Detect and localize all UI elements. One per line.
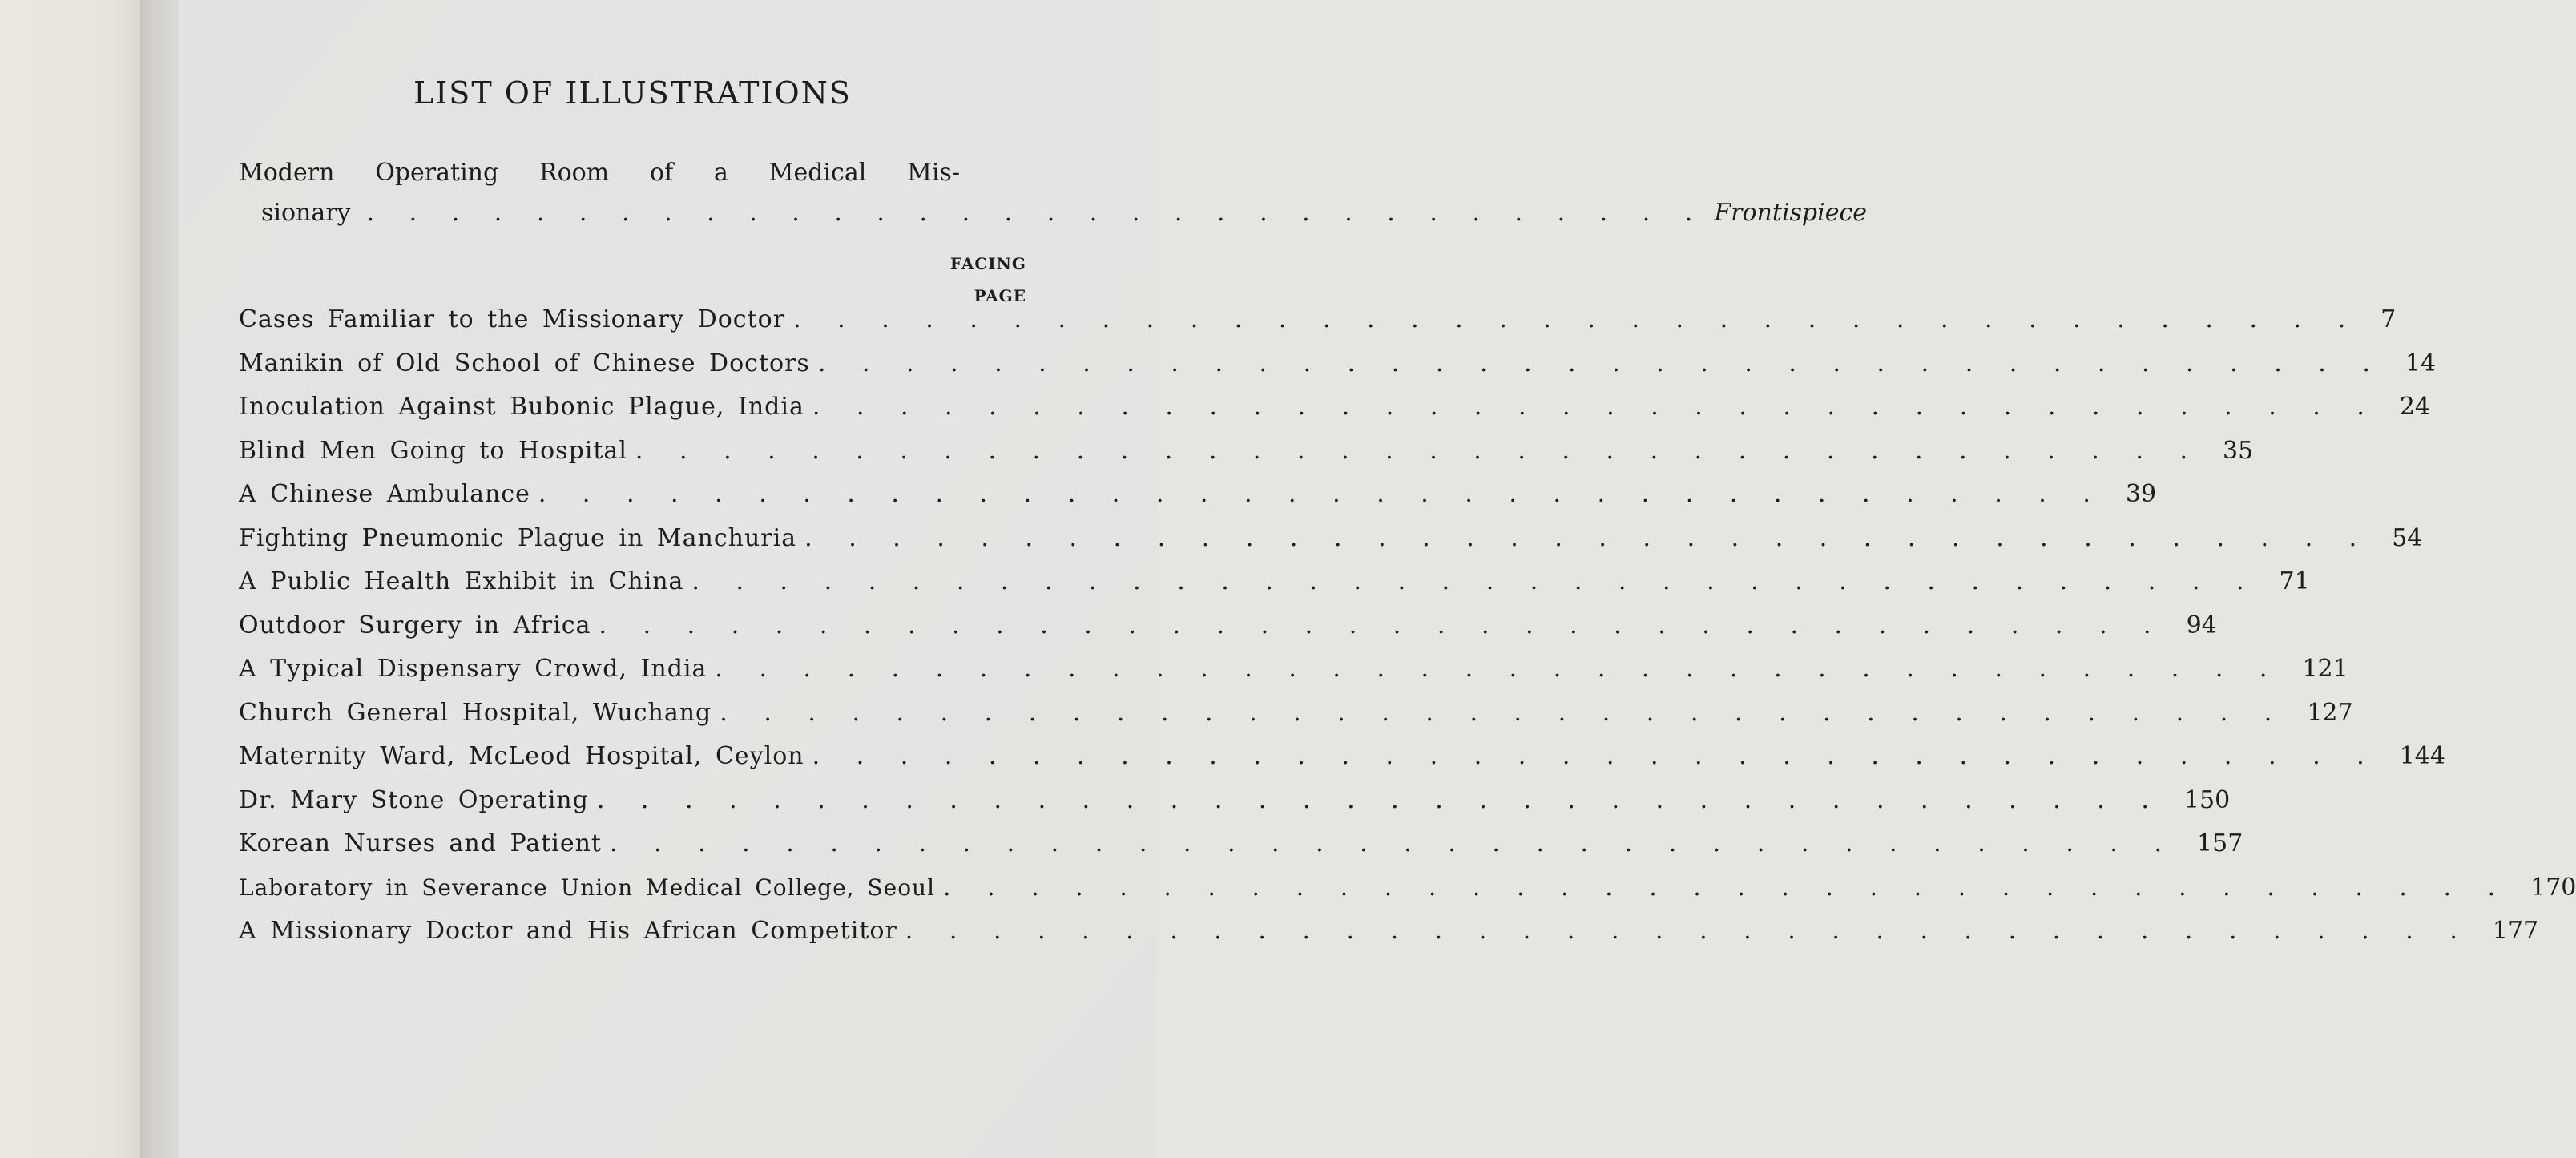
frontispiece-word: Medical bbox=[768, 159, 867, 187]
list-item bbox=[239, 349, 2437, 393]
list-item bbox=[239, 873, 2576, 918]
illustration-title: A Typical Dispensary Crowd, India bbox=[239, 655, 707, 683]
illustration-page-number: 170 bbox=[2530, 873, 2576, 902]
list-item bbox=[239, 785, 2231, 830]
illustration-page-number: 7 bbox=[2380, 305, 2397, 333]
list-item bbox=[239, 393, 2431, 437]
dot-leader: . . . . . . . . . . . . . . . . . . . . . . . . . . . . . . . . . . . . bbox=[609, 829, 2177, 857]
frontispiece-word: Operating bbox=[375, 159, 499, 187]
illustration-title: Blind Men Going to Hospital bbox=[239, 436, 627, 465]
illustration-title: Korean Nurses and Patient bbox=[239, 829, 602, 857]
illustration-page-number: 24 bbox=[2399, 393, 2431, 421]
list-item bbox=[239, 305, 2397, 349]
dot-leader: . . . . . . . . . . . . . . . . . . . . . . . . . . . . . . . . . . . . bbox=[793, 305, 2360, 333]
illustration-title: Manikin of Old School of Chinese Doctors bbox=[239, 349, 810, 377]
list-item bbox=[239, 698, 2353, 743]
illustration-page-number: 157 bbox=[2197, 829, 2243, 857]
book-gutter bbox=[140, 0, 179, 1158]
illustration-list bbox=[239, 305, 2576, 961]
frontispiece-title-continuation: sionary bbox=[261, 199, 351, 227]
dot-leader: . . . . . . . . . . . . . . . . . . . . . . . . . . . . . . . . . . . . bbox=[635, 436, 2202, 465]
illustration-page-number: 121 bbox=[2302, 655, 2348, 683]
dot-leader: . . . . . . . . . . . . . . . . . . . . . . . . . . . . . . . . . . . . bbox=[943, 873, 2510, 902]
illustration-page-number: 127 bbox=[2307, 698, 2353, 727]
illustration-title: Cases Familiar to the Missionary Doctor bbox=[239, 305, 786, 333]
frontispiece-word: a bbox=[714, 159, 728, 187]
frontispiece-title-line-1 bbox=[239, 159, 960, 187]
illustration-page-number: 150 bbox=[2183, 785, 2231, 814]
dot-leader: . . . . . . . . . . . . . . . . . . . . . . . . . . . . . . . . . . . . bbox=[817, 349, 2385, 377]
column-header-line-2: PAGE bbox=[974, 286, 1026, 305]
frontispiece-page-label: Frontispiece bbox=[1714, 199, 1868, 227]
illustration-title: A Chinese Ambulance bbox=[239, 480, 530, 508]
column-header-line-1: FACING bbox=[949, 254, 1026, 273]
frontispiece-word: Modern bbox=[239, 159, 335, 187]
list-item bbox=[239, 742, 2445, 786]
dot-leader: . . . . . . . . . . . . . . . . . . . . . . . . . . . . . . . . . . . . bbox=[715, 655, 2282, 683]
dot-leader: . . . . . . . . . . . . . . . . . . . . . . . . . . . . . . . . . . . . bbox=[812, 742, 2379, 770]
page-title-text: LIST OF ILLUSTRATIONS bbox=[413, 75, 852, 111]
list-item bbox=[239, 567, 2310, 611]
dot-leader: . . . . . . . . . . . . . . . . . . . . . . . . . . . . . . . . . . . . bbox=[804, 523, 2372, 552]
illustration-title: A Missionary Doctor and His African Competitor bbox=[239, 917, 897, 945]
illustration-page-number: 14 bbox=[2405, 349, 2437, 377]
dot-leader: . . . . . . . . . . . . . . . . . . . . . . . . . . . . . . . . . . . . bbox=[599, 611, 2166, 640]
list-item bbox=[239, 436, 2254, 481]
list-item bbox=[239, 829, 2243, 874]
illustration-page-number: 177 bbox=[2492, 917, 2539, 945]
list-item bbox=[239, 655, 2348, 699]
dot-leader: . . . . . . . . . . . . . . . . . . . . . . . . . . . . . . . . . . . . bbox=[538, 480, 2105, 508]
illustration-page-number: 94 bbox=[2186, 611, 2217, 640]
illustration-page-number: 71 bbox=[2279, 567, 2310, 595]
illustration-title: Outdoor Surgery in Africa bbox=[239, 611, 591, 640]
illustration-page-number: 54 bbox=[2392, 523, 2423, 552]
illustration-title: Laboratory in Severance Union Medical College, Seoul bbox=[239, 874, 936, 901]
dot-leader: . . . . . . . . . . . . . . . . . . . . . . . . . . . . . . . . . . . . bbox=[905, 917, 2472, 945]
facing-left-page bbox=[0, 0, 140, 1158]
illustration-title: Dr. Mary Stone Operating bbox=[239, 785, 589, 814]
dot-leader: . . . . . . . . . . . . . . . . . . . . . . . . . . . . . . . . . . . . bbox=[720, 698, 2287, 727]
illustration-title: Fighting Pneumonic Plague in Manchuria bbox=[239, 523, 797, 552]
frontispiece-word: Mis- bbox=[907, 159, 960, 187]
frontispiece-word: of bbox=[650, 159, 674, 187]
frontispiece-word: Room bbox=[539, 159, 610, 187]
illustration-title: Church General Hospital, Wuchang bbox=[239, 698, 712, 727]
illustration-title: Maternity Ward, McLeod Hospital, Ceylon bbox=[239, 742, 804, 770]
illustration-page-number: 144 bbox=[2399, 742, 2445, 770]
frontispiece-title-line-2 bbox=[261, 199, 1868, 227]
dot-leader: . . . . . . . . . . . . . . . . . . . . . . . . . . . . . . . . . . . . bbox=[812, 393, 2379, 421]
list-item bbox=[239, 480, 2157, 524]
illustration-page-number: 39 bbox=[2125, 480, 2157, 508]
facing-page-column-header bbox=[914, 248, 1026, 312]
illustration-page-number: 35 bbox=[2223, 436, 2254, 465]
dot-leader: . . . . . . . . . . . . . . . . . . . . . . . . . . . . . . . . bbox=[366, 199, 1707, 227]
list-item bbox=[239, 917, 2539, 961]
dot-leader: . . . . . . . . . . . . . . . . . . . . . . . . . . . . . . . . . . . . bbox=[596, 785, 2163, 814]
illustration-title: Inoculation Against Bubonic Plague, India bbox=[239, 393, 804, 421]
list-item bbox=[239, 611, 2217, 656]
list-item bbox=[239, 523, 2423, 568]
illustration-title: A Public Health Exhibit in China bbox=[239, 567, 684, 595]
dot-leader: . . . . . . . . . . . . . . . . . . . . . . . . . . . . . . . . . . . . bbox=[691, 567, 2259, 595]
page-title bbox=[239, 75, 1026, 111]
